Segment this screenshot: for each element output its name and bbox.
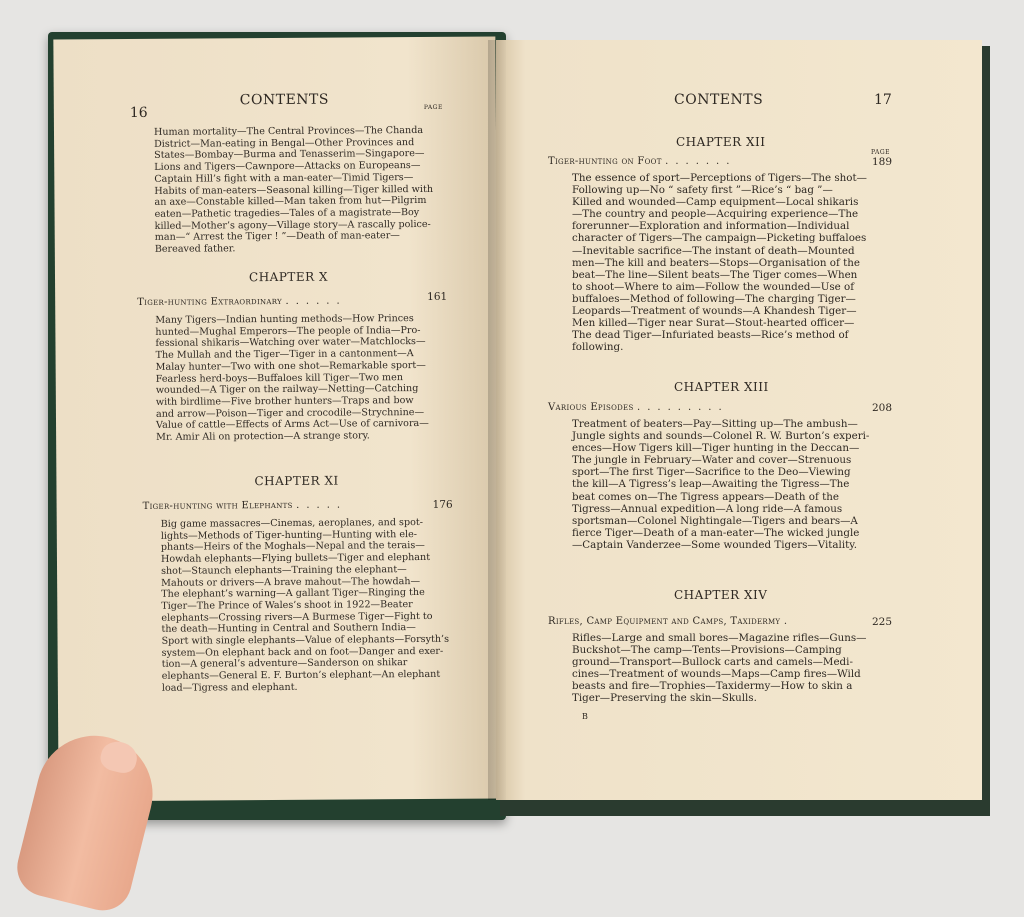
chapter-heading: CHAPTER X [248,269,329,285]
chapter-heading: CHAPTER XIV [674,588,768,602]
chapter-continuation: Human mortality—The Central Provinces—The Chanda District—Man-eating in Bengal—Other Provinces and States—Bombay—Burma and Tenasserim—Singapore— Lions and Tigers—Cawnpore—Attacks on Europeans— Captain Hill’s fight with a man-eater—Timid Tigers— Habits of man-eaters—Seasonal killing—Tiger killed with an axe—Constable killed—Man taken from hut—Pilgrim eaten—Pathetic tragedies—Tales of a magistrate—Boy killed—Mother’s agony—Village story—A rascally police- man—“ Arrest the Tiger ! ”—Death of man-eater— Bereaved father. [153,124,434,255]
chapter-summary: Big game massacres—Cinemas, aeroplanes, and spot- lights—Methods of Tiger-hunting—Hunting with ele- phants—Heirs of the Moghals—Nepal and the terais— Howdah elephants—Flying bullets—Tiger and elephant shot—Staunch elephants—Training the elephant— Mahouts or drivers—A brave mahout—The howdah— The elephant’s warning—A gallant Tiger—Ringing the Tiger—The Prince of Wales’s shoot in 1922—Beater elephants—Crossing rivers—A Burmese Tiger—Fight to the death—Hunting in Central and Southern India— Sport with single elephants—Value of elephants—Forsyth’s system—On elephant back and on foot—Danger and exer- tion—A general’s adventure—Sanderson on shikar elephants—General E. F. Burton’s elephant—An elephant load—Tigress and elephant. [160,516,450,694]
chapter-page-number: 176 [432,498,453,511]
chapter-page-number: 225 [872,616,893,628]
page-label: PAGE [871,149,890,156]
chapter-title: Tiger-hunting Extraordinary ...... [137,295,347,308]
chapter-summary: Treatment of beaters—Pay—Sitting up—The ambush— Jungle sights and sounds—Colonel R. W. Burton’s experi- ences—How Tigers kill—Tiger hunting in the Deccan— The jungle in February—Water and cover—Strenuous sport—The first Tiger—Sacrifice to the Deo—Viewing the kill—A Tigress’s leap—Awaiting the Tigress—The beat comes on—The Tigress appears—Death of the Tigress—Annual expedition—A long ride—A famous sportsman—Colonel Nightingale—Tigers and bears—A fierce Tiger—Death of a man-eater—The wicked jungle —Captain Vanderzee—Some wounded Tigers—Vitality. [572,418,870,551]
chapter-title: Various Episodes ......... [548,402,729,413]
left-page [53,36,500,801]
chapter-heading: CHAPTER XII [676,135,766,149]
chapter-title: Tiger-hunting with Elephants ..... [142,499,348,512]
chapter-heading: CHAPTER XI [254,473,339,489]
running-head: CONTENTS [674,92,764,108]
chapter-page-number: 161 [427,290,448,303]
chapter-title: Rifles, Camp Equipment and Camps, Taxidermy . [548,616,795,627]
book-gutter [488,40,506,800]
chapter-page-number: 189 [872,156,893,168]
chapter-page-number: 208 [872,402,893,414]
page-number: 17 [874,92,892,108]
chapter-heading: CHAPTER XIII [674,380,769,394]
chapter-summary: Rifles—Large and small bores—Magazine rifles—Guns— Buckshot—The camp—Tents—Provisions—Camping ground—Transport—Bullock carts and camels—Medi- cines—Treatment of wounds—Maps—Camp fires—Wild beasts and fire—Trophies—Taxidermy—How to skin a Tiger—Preserving the skin—Skulls. [572,632,867,705]
right-page [496,40,982,800]
chapter-summary: The essence of sport—Perceptions of Tigers—The shot— Following up—No “ safety first ”—Rice’s “ bag ”— Killed and wounded—Camp equipment—Local shikaris —The country and people—Acquiring experience—The forerunner—Exploration and information—Individual character of Tigers—The campaign—Picketing buffaloes —Inevitable sacrifice—The instant of death—Mounted men—The kill and beaters—Stops—Organisation of the beat—The line—Silent beats—The Tiger comes—When to shoot—Where to aim—Follow the wounded—Use of buffaloes—Method of following—The charging Tiger— Leopards—Treatment of wounds—A Khandesh Tiger— Men killed—Tiger near Surat—Stout-hearted officer— The dead Tiger—Infuriated beasts—Rice’s method of following. [572,172,867,354]
page-number: 16 [129,104,148,122]
signature-mark: B [582,712,588,721]
page-label: PAGE [423,103,443,111]
chapter-title: Tiger-hunting on Foot ....... [548,156,737,167]
running-head: CONTENTS [239,91,330,109]
chapter-summary: Many Tigers—Indian hunting methods—How Princes hunted—Mughal Emperors—The people of India—Pro- fessional shikaris—Watching over water—Matchlocks— The Mullah and the Tiger—Tiger in a cantonment—A Malay hunter—Two with one shot—Remarkable sport— Fearless herd-boys—Buffaloes kill Tiger—Two men wounded—A Tiger on the railway—Netting—Catching with birdlime—Five brother hunters—Traps and bow and arrow—Poison—Tiger and crocodile—Strychnine— Value of cattle—Effects of Arms Act—Use of carnivora— Mr. Amir Ali on protection—A strange story. [155,313,429,443]
